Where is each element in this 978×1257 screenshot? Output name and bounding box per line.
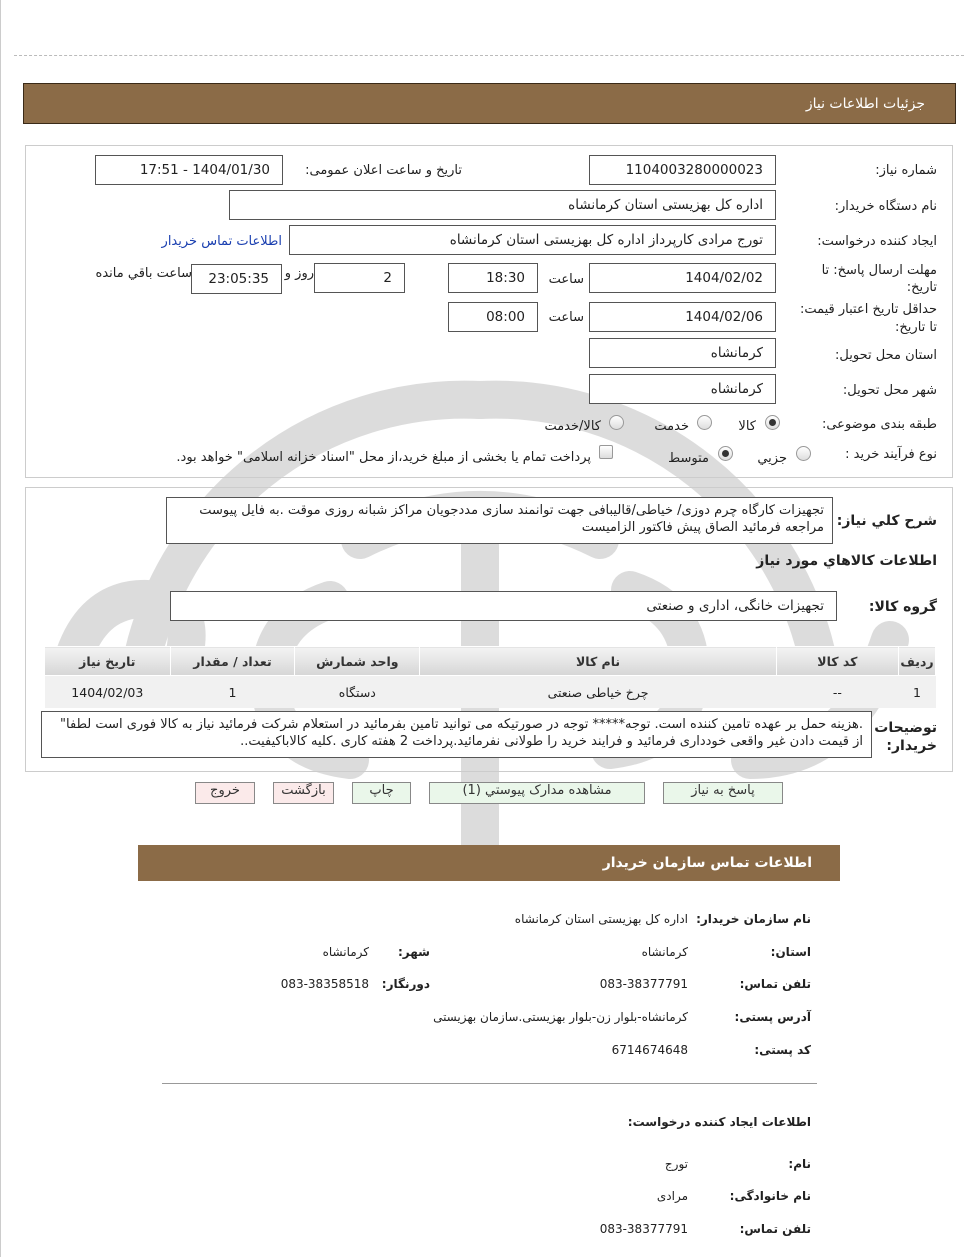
creator-phone-value: 083-38377791: [599, 1222, 688, 1236]
category-goods-radio[interactable]: [765, 415, 780, 430]
left-edge-line: [0, 0, 1, 1257]
top-divider: [14, 55, 964, 56]
process-medium-radio[interactable]: [718, 446, 733, 461]
validity-time-label: ساعت: [548, 310, 584, 325]
request-creator-field: تورج مرادی کارپرداز اداره کل بهزیستی استان کرمانشاه: [289, 225, 776, 255]
postal-code-value: 6714674648: [611, 1043, 688, 1057]
col-unit-header: واحد شمارش: [295, 647, 420, 676]
category-label: طبقه بندی موضوعی:: [821, 417, 937, 432]
col-date-header: تاریخ نیاز: [45, 647, 171, 676]
contact-divider: [162, 1083, 817, 1084]
creator-first-name-value: تورج: [664, 1157, 688, 1171]
buyer-name-field: اداره کل بهزیستی استان کرمانشاه: [229, 190, 776, 220]
contact-province-label: استان:: [770, 945, 811, 959]
creator-first-name-label: نام:: [788, 1157, 811, 1171]
announce-datetime-label: تاریخ و ساعت اعلان عمومی:: [305, 163, 462, 178]
cell-row: 1: [899, 676, 936, 709]
creator-info-title: اطلاعات ایجاد کننده درخواست:: [627, 1115, 811, 1129]
deadline-label: مهلت ارسال پاسخ: تا: [821, 263, 937, 278]
remaining-time-field: 23:05:35: [191, 264, 282, 294]
col-quantity-header: تعداد / مقدار: [170, 647, 295, 676]
remaining-days-field: 2: [314, 263, 405, 293]
category-service-radio[interactable]: [697, 415, 712, 430]
page-title-bar: جزئیات اطلاعات نیاز: [23, 83, 956, 124]
process-minor-label: جزیي: [757, 451, 787, 466]
price-validity-label: حداقل تاریخ اعتبار قیمت:: [799, 302, 937, 317]
buyer-notes-label: توضیحات: [874, 720, 937, 736]
col-code-header: کد کالا: [776, 647, 898, 676]
contact-province-value: کرمانشاه: [641, 945, 688, 959]
description-field: تجهیزات کارگاه چرم دوزی/ خیاطی/قالیبافی جهت توانمند سازی مددجویان مراکز شبانه روزی موقت .به فایل پیوست مراجعه فرمائید الصاق پیش فاکتور الزامیست: [166, 497, 833, 544]
buyer-notes-field: .هزینه حمل بر عهده تامین کننده است. توجه***** توجه در صورتیکه می توانید تامین بفرمائید در استعلام شرکت فرمائید نیاز به کالا فوری است لطفا" از قیمت دادن غیر واقعی خودداری فرمائید و فرایند خرید را طولانی نفرمائید.پرداخت 2 هفته کاری .کلیه کالاباکیفیت..: [41, 711, 872, 758]
view-attachments-button[interactable]: مشاهده مدارک پیوستي (1): [429, 782, 645, 804]
cell-date: 1404/02/03: [45, 676, 171, 709]
creator-last-name-label: نام خانوادگی:: [729, 1189, 811, 1203]
buyer-contact-title-bar: اطلاعات تماس سازمان خریدار: [138, 845, 840, 881]
cell-name: چرخ خیاطی صنعتی: [420, 676, 776, 709]
org-name-value: اداره کل بهزیستی استان کرمانشاه: [514, 912, 688, 926]
delivery-city-label: شهر محل تحویل:: [842, 383, 937, 398]
treasury-payment-note: پرداخت تمام یا بخشی از مبلغ خرید،از محل "اسناد خزانه اسلامی" خواهد بود.: [176, 450, 591, 465]
delivery-province-field: کرمانشاه: [589, 338, 776, 368]
request-creator-label: ایجاد کننده درخواست:: [817, 234, 937, 249]
days-and-label: روز و: [284, 266, 314, 281]
cell-code: --: [776, 676, 898, 709]
goods-table-header: [45, 647, 936, 676]
creator-last-name-value: مرادی: [656, 1189, 688, 1203]
process-minor-radio[interactable]: [796, 446, 811, 461]
delivery-city-field: کرمانشاه: [589, 374, 776, 404]
treasury-payment-checkbox[interactable]: [599, 445, 613, 459]
price-validity-date-field: 1404/02/06: [589, 302, 776, 332]
announce-datetime-field: 1404/01/30 - 17:51: [95, 155, 283, 185]
goods-group-label: گروه کالا:: [868, 599, 937, 615]
col-row-header: ردیف: [899, 647, 936, 676]
cell-unit: دستگاه: [295, 676, 420, 709]
creator-phone-label: تلفن تماس:: [739, 1222, 811, 1236]
cell-quantity: 1: [170, 676, 295, 709]
contact-phone-label: تلفن تماس:: [739, 977, 811, 991]
category-goods-service-radio[interactable]: [609, 415, 624, 430]
contact-city-value: کرمانشاه: [322, 945, 369, 959]
need-number-field: 1104003280000023: [589, 155, 776, 185]
price-validity-time-field: 08:00: [448, 302, 538, 332]
buyer-notes-label-2: خریدار:: [886, 738, 937, 754]
deadline-date-field: 1404/02/02: [589, 263, 776, 293]
category-service-label: خدمت: [654, 419, 689, 434]
respond-button[interactable]: پاسخ به نیاز: [663, 782, 783, 804]
price-validity-label-date: تا تاریخ:: [895, 320, 937, 335]
remaining-time-label: ساعت باقي مانده: [95, 266, 192, 281]
goods-section-title: اطلاعات کالاهاي مورد نیاز: [756, 553, 937, 569]
category-goods-service-label: کالا/خدمت: [544, 419, 601, 434]
buyer-contact-link[interactable]: اطلاعات تماس خریدار: [161, 234, 282, 249]
goods-group-field: تجهیزات خانگی، اداری و صنعتی: [170, 591, 837, 621]
contact-fax-label: دورنگار:: [381, 977, 430, 991]
print-button[interactable]: چاپ: [352, 782, 411, 804]
process-medium-label: متوسط: [668, 451, 709, 466]
purchase-process-label: نوع فرآیند خرید :: [845, 447, 937, 462]
description-label: شرح کلي نیاز:: [836, 513, 937, 529]
deadline-time-label: ساعت: [548, 272, 584, 287]
contact-city-label: شهر:: [398, 945, 430, 959]
buyer-name-label: نام دستگاه خریدار:: [834, 199, 937, 214]
goods-table: [44, 646, 936, 708]
deadline-time-field: 18:30: [448, 263, 538, 293]
table-row: [45, 676, 936, 709]
contact-fax-value: 083-38358518: [280, 977, 369, 991]
back-button[interactable]: بازگشت: [273, 782, 334, 804]
postal-address-value: کرمانشاه-بلوار زن-بلوار بهزیستی.سازمان بهزیستی: [433, 1010, 688, 1024]
col-name-header: نام کالا: [420, 647, 776, 676]
exit-button[interactable]: خروج: [195, 782, 255, 804]
need-number-label: شماره نیاز:: [875, 163, 937, 178]
postal-address-label: آدرس پستی:: [734, 1010, 811, 1024]
org-name-label: نام سازمان خریدار:: [696, 912, 811, 926]
delivery-province-label: استان محل تحویل:: [835, 348, 937, 363]
postal-code-label: کد پستی:: [754, 1043, 811, 1057]
deadline-label-date: تاریخ:: [906, 280, 937, 295]
category-goods-label: کالا: [738, 419, 756, 434]
contact-phone-value: 083-38377791: [599, 977, 688, 991]
